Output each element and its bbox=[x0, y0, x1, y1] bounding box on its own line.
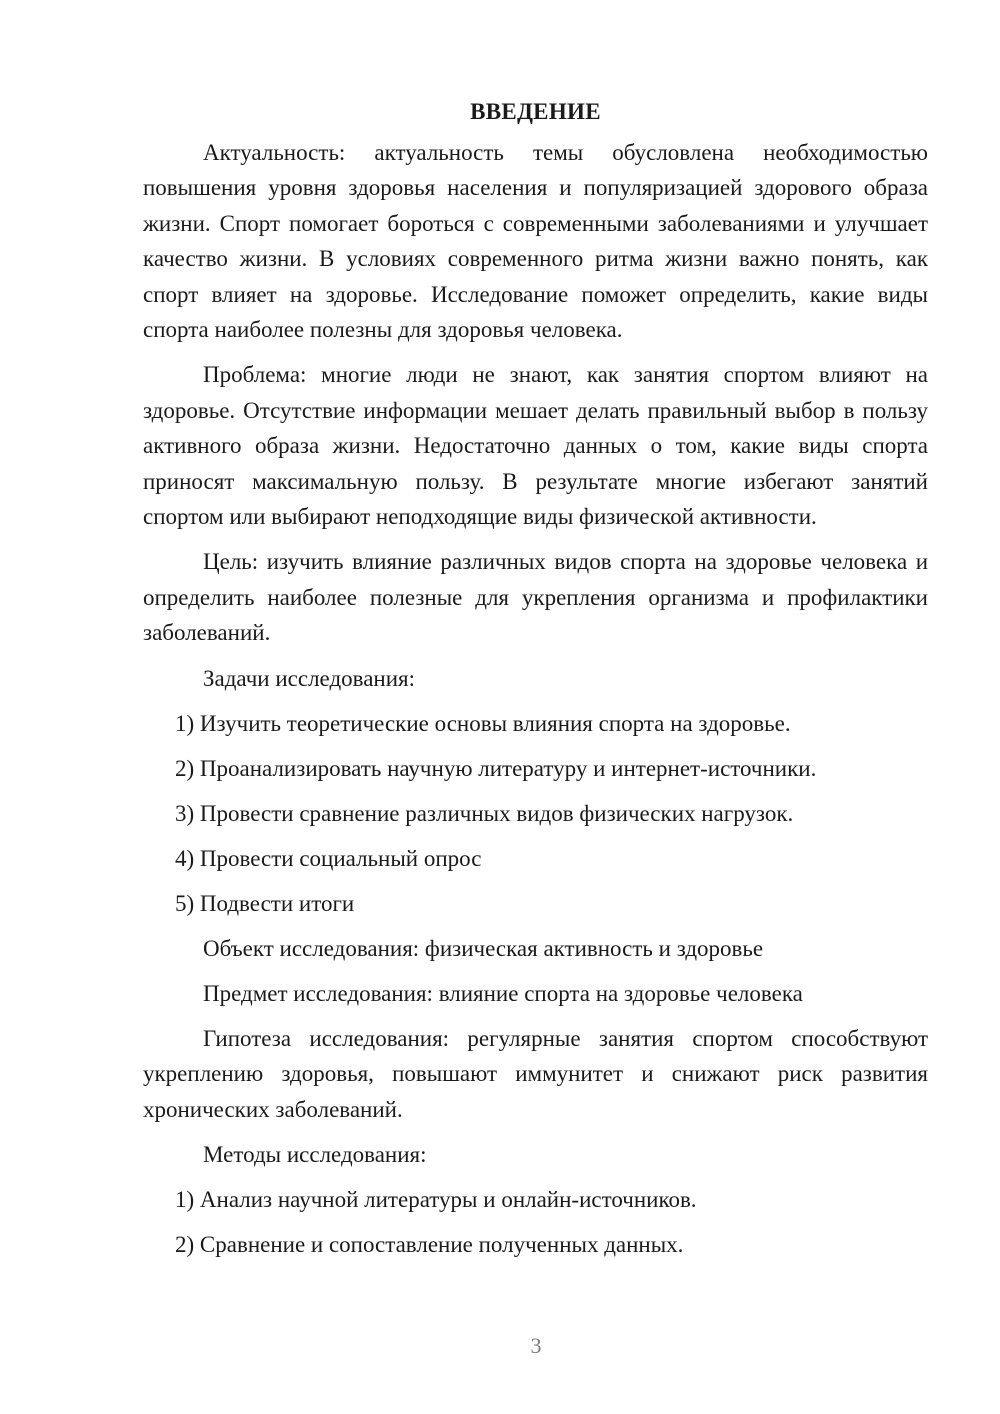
research-object: Объект исследования: физическая активность и здоровье bbox=[203, 935, 764, 961]
method-item: 2) Сравнение и сопоставление полученных данных. bbox=[175, 1231, 684, 1257]
tasks-heading: Задачи исследования: bbox=[203, 665, 416, 691]
document-page bbox=[143, 94, 928, 1262]
task-item: 4) Провести социальный опрос bbox=[175, 845, 482, 871]
task-item: 3) Провести сравнение различных видов физических нагрузок. bbox=[175, 800, 794, 826]
problem-paragraph: Проблема: многие люди не знают, как занятия спортом влияют на здоровье. Отсутствие информации мешает делать правильный выбор в пользу активного образа жизни. Недостаточно данных о том, какие виды спорта приносят максимальную пользу. В результате многие избегают занятий спортом или выбирают неподходящие виды физической активности. bbox=[143, 362, 928, 530]
task-item: 5) Подвести итоги bbox=[175, 890, 355, 916]
task-item: 2) Проанализировать научную литературу и интернет-источники. bbox=[175, 755, 817, 781]
section-heading: ВВЕДЕНИЕ bbox=[470, 99, 601, 124]
task-item: 1) Изучить теоретические основы влияния спорта на здоровье. bbox=[175, 710, 791, 736]
hypothesis-paragraph: Гипотеза исследования: регулярные занятия спортом способствуют укреплению здоровья, повышают иммунитет и снижают риск развития хронических заболеваний. bbox=[143, 1025, 928, 1122]
research-subject: Предмет исследования: влияние спорта на здоровье человека bbox=[203, 980, 803, 1006]
page-number: 3 bbox=[530, 1333, 542, 1358]
method-item: 1) Анализ научной литературы и онлайн-источников. bbox=[175, 1186, 697, 1212]
relevance-paragraph: Актуальность: актуальность темы обусловлена необходимостью повышения уровня здоровья населения и популяризацией здорового образа жизни. Спорт помогает бороться с современными заболеваниями и улучшает качество жизни. В условиях современного ритма жизни важно понять, как спорт влияет на здоровье. Исследование поможет определить, какие виды спорта наиболее полезны для здоровья человека. bbox=[143, 140, 928, 343]
goal-paragraph: Цель: изучить влияние различных видов спорта на здоровье человека и определить наиболее полезные для укрепления организма и профилактики заболеваний. bbox=[143, 549, 928, 646]
methods-heading: Методы исследования: bbox=[203, 1141, 427, 1167]
